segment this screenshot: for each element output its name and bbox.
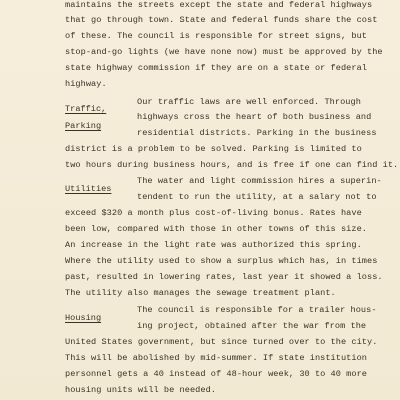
text-line: Our traffic laws are well enforced. Through: [137, 97, 361, 107]
text-line: two hours during business hours, and is free if one can find it.: [65, 160, 399, 170]
section-heading-parking: Parking: [65, 121, 102, 131]
text-line: Where the utility used to show a surplus which has, in times: [65, 256, 378, 266]
text-line: housing units will be needed.: [65, 385, 217, 395]
text-line: state highway commission if they are on a state or federal: [65, 63, 368, 73]
text-line: maintains the streets except the state and federal highways: [65, 0, 373, 10]
text-line: The utility also manages the sewage treatment plant.: [65, 288, 336, 298]
text-line: stop-and-go lights (we have none now) must be approved by the: [65, 47, 383, 57]
text-line: that go through town. State and federal funds share the cost: [65, 15, 378, 25]
text-line: highway.: [65, 79, 107, 89]
text-line: The council is responsible for a trailer hous-: [137, 305, 377, 315]
text-line: United States government, but since turned over to the city.: [65, 337, 378, 347]
text-line: personnel gets a 40 instead of 48-hour week, 30 to 40 more: [65, 369, 368, 379]
text-line: of these. The council is responsible for street signs, but: [65, 31, 368, 41]
section-heading-traffic: Traffic,: [65, 104, 107, 114]
section-heading-housing: Housing: [65, 313, 102, 323]
section-heading-utilities: Utilities: [65, 184, 112, 194]
text-line: district is a problem to be solved. Parking is limited to: [65, 144, 362, 154]
text-line: This will be abolished by mid-summer. If state institution: [65, 353, 368, 363]
text-line: An increase in the light rate was authorized this spring.: [65, 240, 362, 250]
text-line: residential districts. Parking in the business: [137, 128, 377, 138]
text-line: The water and light commission hires a superin-: [137, 176, 382, 186]
text-line: been low, compared with those in other towns of this size.: [65, 224, 368, 234]
text-line: exceed $320 a month plus cost-of-living bonus. Rates have: [65, 208, 362, 218]
text-line: past, resulted in lowering rates, last year it showed a loss.: [65, 272, 383, 282]
text-line: tendent to run the utility, at a salary not to: [137, 192, 377, 202]
text-line: ing project, obtained after the war from the: [137, 321, 367, 331]
text-line: highways cross the heart of both business and: [137, 112, 372, 122]
